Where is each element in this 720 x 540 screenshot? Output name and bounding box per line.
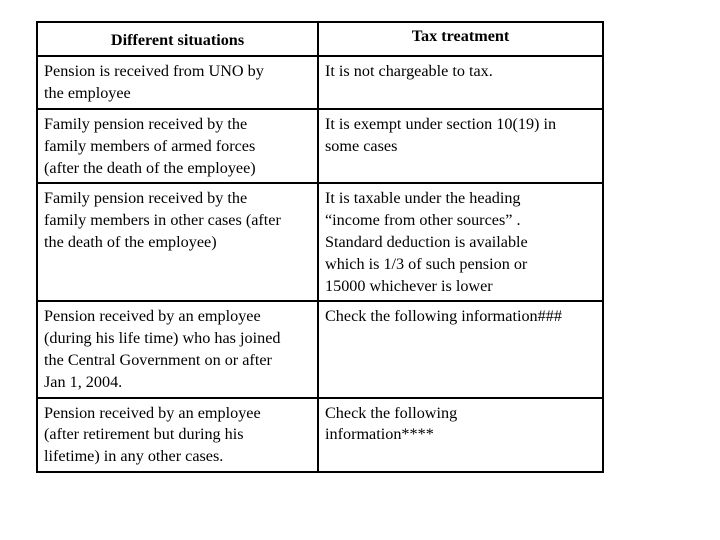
situation-cell: Family pension received by the family members in other cases (after the death of the employee) — [37, 183, 318, 301]
table-row — [37, 183, 603, 301]
situation-cell: Pension is received from UNO by the employee — [37, 56, 318, 109]
treatment-cell: It is taxable under the heading “income from other sources” . Standard deduction is available which is 1/3 of such pension or 15000 whichever is lower — [318, 183, 603, 301]
tax-treatment-table — [36, 21, 604, 473]
treatment-cell: Check the following information**** — [318, 398, 603, 472]
table-row — [37, 109, 603, 183]
table-row — [37, 398, 603, 472]
header-situations: Different situations — [37, 22, 318, 56]
treatment-cell: It is not chargeable to tax. — [318, 56, 603, 109]
header-tax-treatment: Tax treatment — [318, 22, 603, 56]
situation-cell: Pension received by an employee (after retirement but during his lifetime) in any other cases. — [37, 398, 318, 472]
situation-cell: Family pension received by the family members of armed forces (after the death of the employee) — [37, 109, 318, 183]
header-row — [37, 22, 603, 56]
situation-cell: Pension received by an employee (during his life time) who has joined the Central Government on or after Jan 1, 2004. — [37, 301, 318, 397]
table-row — [37, 56, 603, 109]
treatment-cell: It is exempt under section 10(19) in some cases — [318, 109, 603, 183]
table-row — [37, 301, 603, 397]
treatment-cell: Check the following information### — [318, 301, 603, 397]
